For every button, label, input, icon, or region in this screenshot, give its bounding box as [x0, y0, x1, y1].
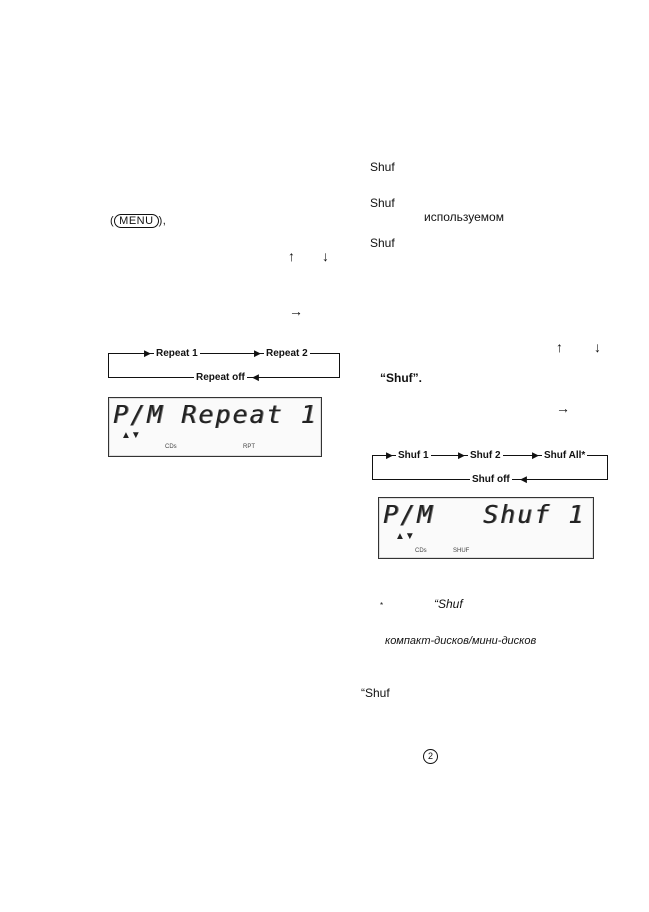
repeat-mode-flow-diagram — [108, 347, 340, 383]
flow-shuf-1: Shuf 1 — [398, 450, 429, 461]
arrowhead-right-icon: ▶ — [254, 348, 261, 358]
lcd-main-text-right: Shuf 1 — [483, 500, 586, 529]
shuf-quoted-label: “Shuf”. — [380, 371, 422, 385]
arrowhead-right-icon: ▶ — [144, 348, 151, 358]
flow-right-line — [339, 353, 340, 377]
flow-left-line — [108, 353, 109, 377]
lcd-main-text: P/M Repeat 1 — [113, 400, 318, 429]
arrowhead-left-icon: ◀ — [252, 372, 259, 382]
flow-right-line — [607, 455, 608, 479]
track-updown-icon: ▲▼ — [395, 531, 415, 542]
circled-number-text: 2 — [423, 749, 438, 764]
lcd-small-label-shuf: SHUF — [453, 548, 470, 554]
shuf-label-2: Shuf — [370, 196, 395, 210]
menu-key-label: MENU — [114, 214, 158, 228]
flow-left-line — [372, 455, 373, 479]
shuf-label-3: Shuf — [370, 236, 395, 250]
track-updown-icon: ▲▼ — [121, 430, 141, 441]
discs-text: компакт-дисков/мини-дисков — [385, 635, 537, 647]
lcd-main-text-left: P/M — [383, 500, 435, 529]
shuf-lcd-display — [378, 497, 594, 559]
flow-repeat-off: Repeat off — [196, 372, 245, 383]
shuf-mode-flow-diagram — [372, 449, 608, 485]
arrowhead-right-icon: ▶ — [532, 450, 539, 460]
up-arrow-icon: ↑ — [556, 339, 563, 355]
flow-repeat-2: Repeat 2 — [266, 348, 308, 359]
circled-number-2 — [423, 746, 438, 764]
lcd-small-label-cds: CDs — [415, 548, 427, 554]
down-arrow-icon: ↓ — [322, 248, 329, 264]
menu-key-reference: ( MENU ), — [110, 215, 167, 227]
up-arrow-icon: ↑ — [288, 248, 295, 264]
menu-trail: , — [162, 215, 167, 227]
right-arrow-icon: → — [289, 303, 303, 319]
down-arrow-icon: ↓ — [594, 339, 601, 355]
shuf-label-1: Shuf — [370, 160, 395, 174]
arrowhead-left-icon: ◀ — [520, 474, 527, 484]
lcd-small-label-rpt: RPT — [243, 444, 255, 450]
right-arrow-icon: → — [556, 400, 570, 416]
used-word: используемом — [424, 210, 504, 224]
flow-shuf-2: Shuf 2 — [470, 450, 501, 461]
flow-shuf-all: Shuf All* — [544, 450, 586, 461]
note-mark: * — [380, 601, 384, 610]
shuf-quote-open: “Shuf — [361, 686, 390, 700]
flow-repeat-1: Repeat 1 — [156, 348, 198, 359]
note-shuf-label: “Shuf — [434, 597, 463, 611]
arrowhead-right-icon: ▶ — [458, 450, 465, 460]
lcd-small-label-cds: CDs — [165, 444, 177, 450]
repeat-lcd-display — [108, 397, 322, 457]
arrowhead-right-icon: ▶ — [386, 450, 393, 460]
flow-shuf-off: Shuf off — [472, 474, 510, 485]
